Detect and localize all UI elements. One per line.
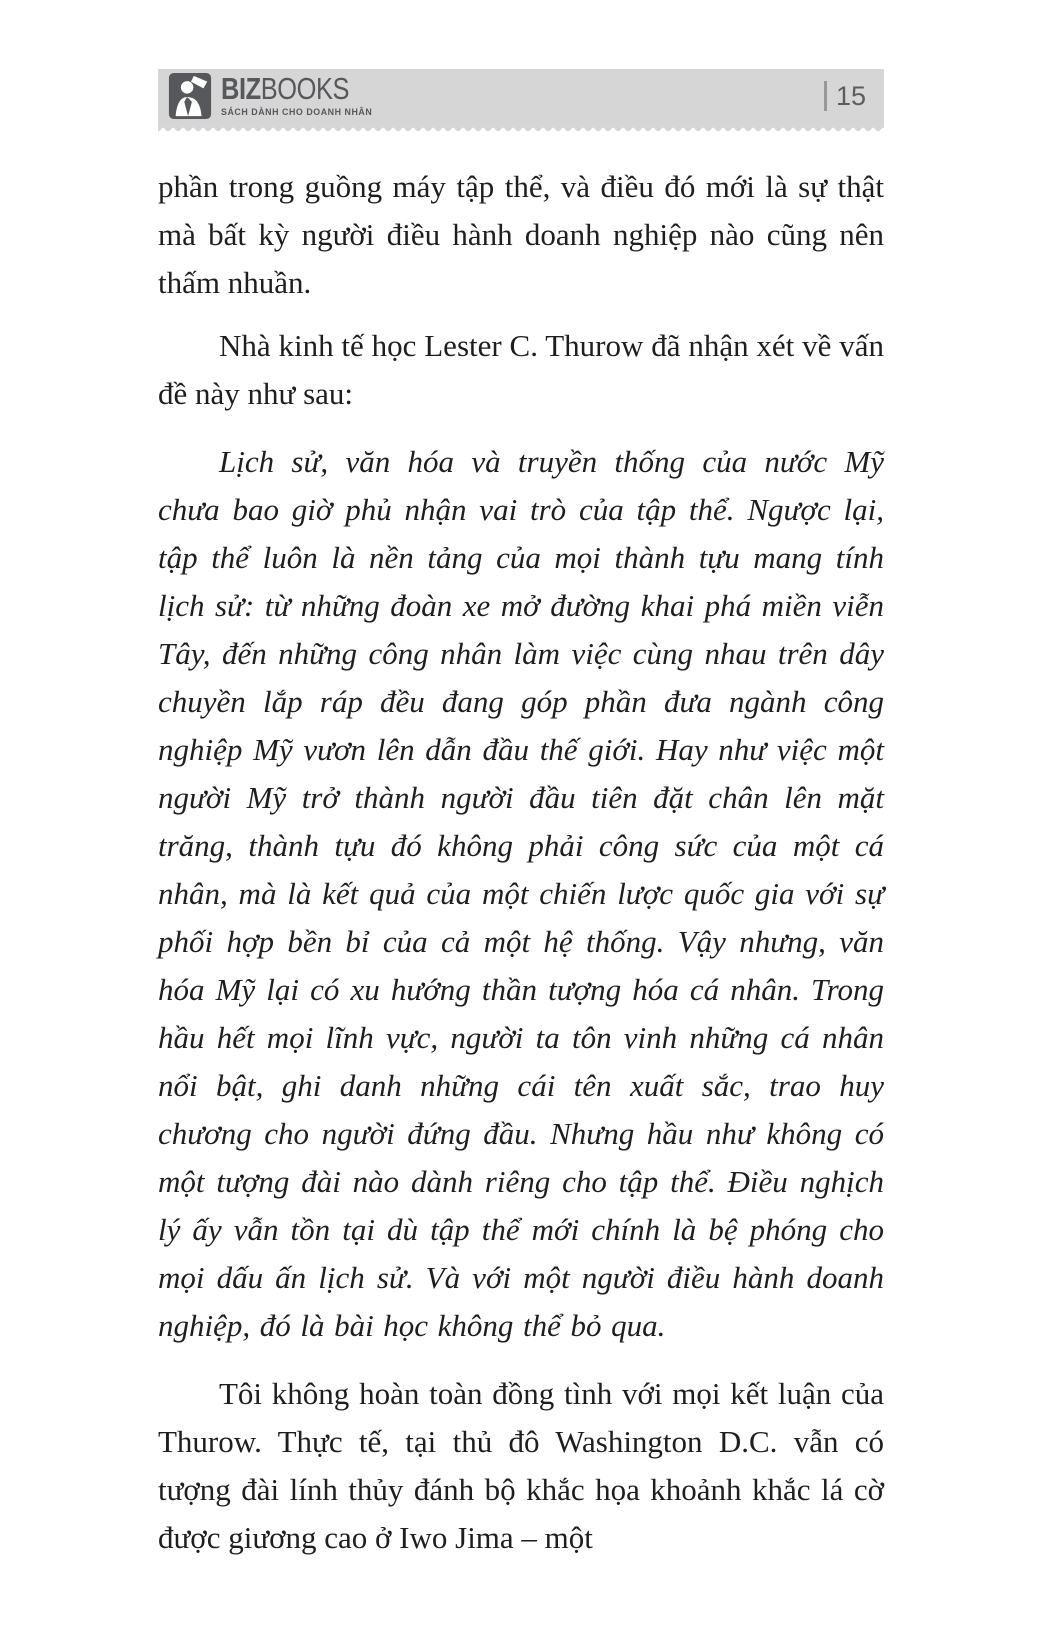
brand-title-books: BOOKS xyxy=(260,71,350,106)
brand-title-biz: BIZ xyxy=(221,71,261,106)
paragraph-response: Tôi không hoàn toàn đồng tình với mọi kết luận của Thurow. Thực tế, tại thủ đô Washington D.C. vẫn có tượng đài lính thủy đánh bộ khắc họa khoảnh khắc lá cờ được giương cao ở Iwo Jima – một xyxy=(158,1376,884,1555)
page-number-value: 15 xyxy=(835,80,866,111)
businessman-book-logo-icon xyxy=(168,73,212,119)
page-number xyxy=(824,81,866,112)
brand-text xyxy=(221,71,384,118)
brand-tagline: SÁCH DÀNH CHO DOANH NHÂN xyxy=(221,107,373,118)
brand-title xyxy=(221,71,354,106)
paragraph-continuation: phần trong guồng máy tập thể, và điều đó mới là sự thật mà bất kỳ người điều hành doanh nghiệp nào cũng nên thấm nhuần. xyxy=(158,169,884,300)
page-body-text xyxy=(158,163,884,1577)
header-perforated-edge xyxy=(158,123,884,131)
page-header xyxy=(158,69,884,123)
page-number-divider xyxy=(824,81,827,111)
publisher-brand xyxy=(168,73,384,119)
paragraph-intro: Nhà kinh tế học Lester C. Thurow đã nhận xét về vấn đề này như sau: xyxy=(158,328,884,411)
paragraph-quote-thurow: Lịch sử, văn hóa và truyền thống của nước Mỹ chưa bao giờ phủ nhận vai trò của tập thể. Ngược lại, tập thể luôn là nền tảng của mọi thành tựu mang tính lịch sử: từ những đoàn xe mở đường khai phá miền viễn Tây, đến những công nhân làm việc cùng nhau trên dây chuyền lắp ráp đều đang góp phần đưa ngành công nghiệp Mỹ vươn lên dẫn đầu thế giới. Hay như việc một người Mỹ trở thành người đầu tiên đặt chân lên mặt trăng, thành tựu đó không phải công sức của một cá nhân, mà là kết quả của một chiến lược quốc gia với sự phối hợp bền bỉ của cả một hệ thống. Vậy nhưng, văn hóa Mỹ lại có xu hướng thần tượng hóa cá nhân. Trong hầu hết mọi lĩnh vực, người ta tôn vinh những cá nhân nổi bật, ghi danh những cái tên xuất sắc, trao huy chương cho người đứng đầu. Nhưng hầu như không có một tượng đài nào dành riêng cho tập thể. Điều nghịch lý ấy vẫn tồn tại dù tập thể mới chính là bệ phóng cho mọi dấu ấn lịch sử. Và với một người điều hành doanh nghiệp, đó là bài học không thể bỏ qua. xyxy=(158,444,884,1343)
